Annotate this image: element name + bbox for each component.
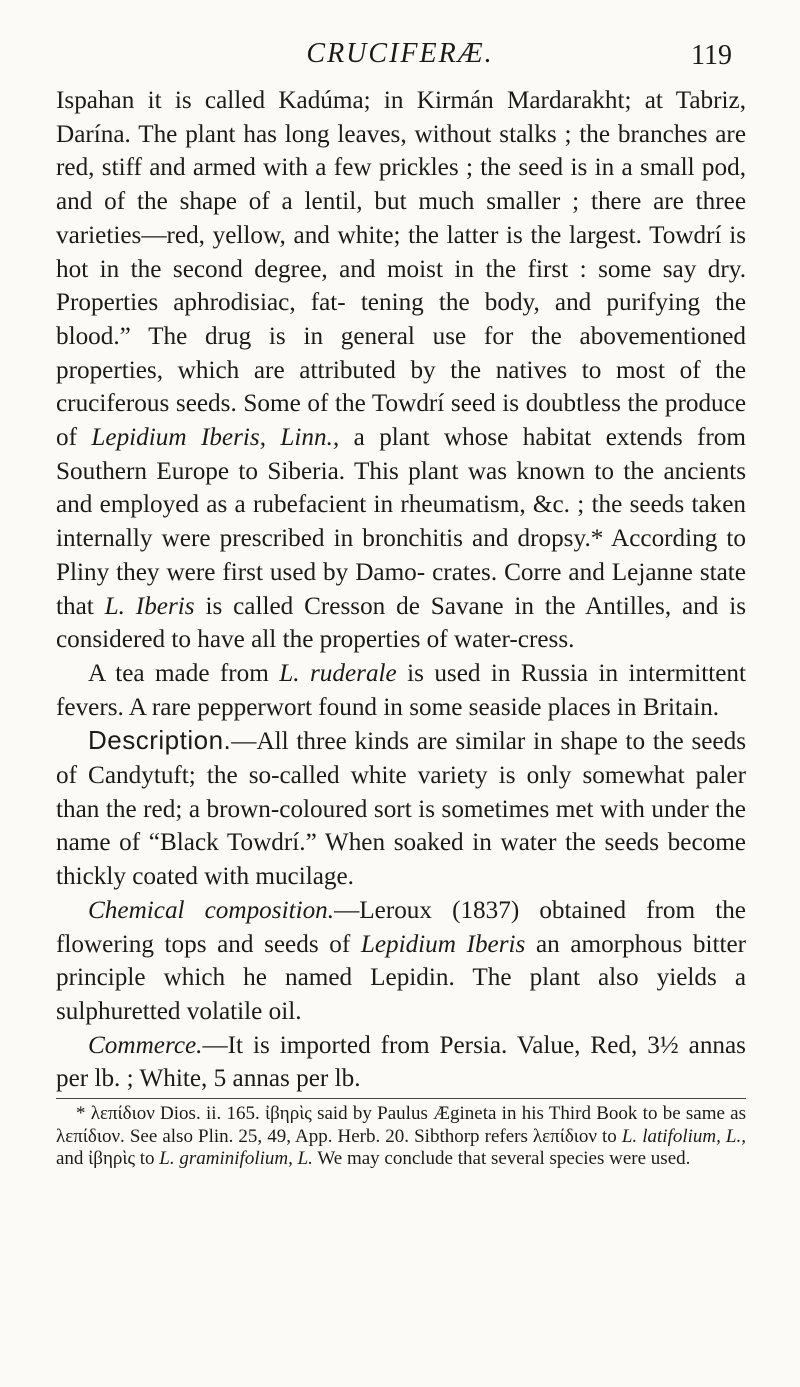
text-line: Ispahan it is called Kadúma; in Kirmán Mardarakht; at	[56, 87, 663, 114]
footnote-line: to be same as λεπίδιον. See also Plin. 25, 49, App. Herb. 20. Sibthorp	[56, 1103, 746, 1147]
text-line: flowering tops and seeds of	[56, 930, 361, 958]
paragraph-chemical-composition	[56, 894, 746, 1029]
text-line: —It is imported from Persia. Value, Red, 3½	[202, 1031, 679, 1059]
text-line: de Savane in the Antilles, and is considered to have all the	[56, 592, 747, 654]
text-line: —Leroux (1837) obtained from the	[334, 896, 746, 924]
species-name: L. latifolium, L.,	[621, 1125, 746, 1147]
page-number: 119	[691, 40, 732, 71]
text-line: seeds of Candytuft; the so-called white variety is only somewhat	[56, 728, 747, 790]
paragraph-ruderale	[56, 657, 746, 724]
text-line: properties of water-cress.	[319, 626, 575, 654]
text-line: smaller ; there are three varieties—red, yellow, and white; the	[56, 188, 747, 249]
text-line: water the seeds become thickly coated with mucilage.	[56, 829, 746, 891]
text-line: attributed by the natives to most of the cruciferous seeds.	[56, 356, 747, 418]
text-line: the seeds taken internally were prescribed in bronchitis and	[56, 491, 747, 553]
footnote-line: may conclude that several species were used.	[346, 1148, 691, 1170]
paragraph-commerce	[56, 1029, 746, 1096]
species-name: Lepidium Iberis	[360, 930, 526, 958]
text-line: fevers. A rare pepperwort found in some seaside places in	[56, 693, 637, 721]
footnote-line: refers λεπίδιον to	[484, 1125, 622, 1147]
text-line: Britain.	[642, 693, 720, 721]
species-name: L. graminifolium, L.	[159, 1148, 313, 1170]
footnote	[56, 1103, 746, 1171]
running-title: CRUCIFERÆ.	[306, 38, 494, 69]
text-line: Some of the Towdrí seed is doubtless the produce of	[56, 390, 747, 452]
text-line: tening the body, and purifying the blood.” The drug is in	[56, 289, 746, 350]
text-line: is used in Russia in intermittent	[396, 659, 746, 687]
text-line: A tea made from	[88, 659, 280, 687]
text-line: latter is the largest. Towdrí is hot in the second degree, and	[56, 221, 746, 283]
text-line: crates. Corre and Lejanne state that	[56, 558, 746, 620]
subheading-chemical-composition: Chemical composition.	[88, 896, 335, 924]
footnote-line: and ἰβηρὶς to	[56, 1148, 160, 1170]
text-line: seed is in a small pod, and of the shape of a lentil, but much	[56, 154, 746, 216]
text-line: —All three kinds are similar in shape to the	[231, 728, 684, 756]
footnote-line: We	[312, 1148, 343, 1170]
text-line: Tabriz, Darína. The plant has long leaves, without stalks ;	[56, 87, 746, 148]
text-line: moist in the first : some say dry. Properties aphrodisiac, fat-	[56, 255, 746, 317]
text-line: yields a sulphuretted volatile oil.	[56, 964, 746, 1025]
text-line: general use for the abovementioned properties, which are	[56, 322, 746, 384]
text-line: a plant whose habitat extends from	[339, 424, 746, 452]
section-heading-description: Description.	[88, 725, 232, 756]
text-line: the branches are red, stiff and armed with a few prickles ; the	[56, 120, 747, 182]
text-line: Southern Europe to Siberia. This plant was known to the	[56, 457, 655, 485]
species-name: L. Iberis	[104, 592, 195, 620]
species-name: Lepidium Iberis, Linn.,	[91, 424, 340, 452]
subheading-commerce: Commerce.	[88, 1031, 203, 1059]
paragraph-towdri	[56, 84, 746, 657]
footnote-line: * λεπίδιον Dios. ii. 165. ἰβηρὶς said by Paulus Ægineta in his Third Book	[76, 1103, 638, 1125]
running-head	[0, 38, 800, 78]
paragraph-description	[56, 724, 746, 894]
species-name: L. ruderale	[279, 659, 397, 687]
text-line: is called Cresson	[194, 592, 386, 620]
text-line: ancients and employed as a rubefacient in rheumatism, &c. ;	[56, 457, 747, 519]
main-text	[56, 84, 746, 1171]
text-line: annas per lb. ; White, 5 annas per lb.	[56, 1031, 746, 1093]
text-line: with under the name of “Black Towdrí.” When soaked in	[56, 795, 746, 857]
text-line: bitter principle which he named Lepidin. The plant also	[56, 930, 747, 992]
text-line: paler than the red; a brown-coloured sort is sometimes met	[56, 762, 746, 823]
text-line: dropsy.* According to Pliny they were first used by Damo-	[56, 525, 746, 586]
text-line: an amorphous	[525, 930, 683, 958]
footnote-divider	[56, 1098, 746, 1099]
